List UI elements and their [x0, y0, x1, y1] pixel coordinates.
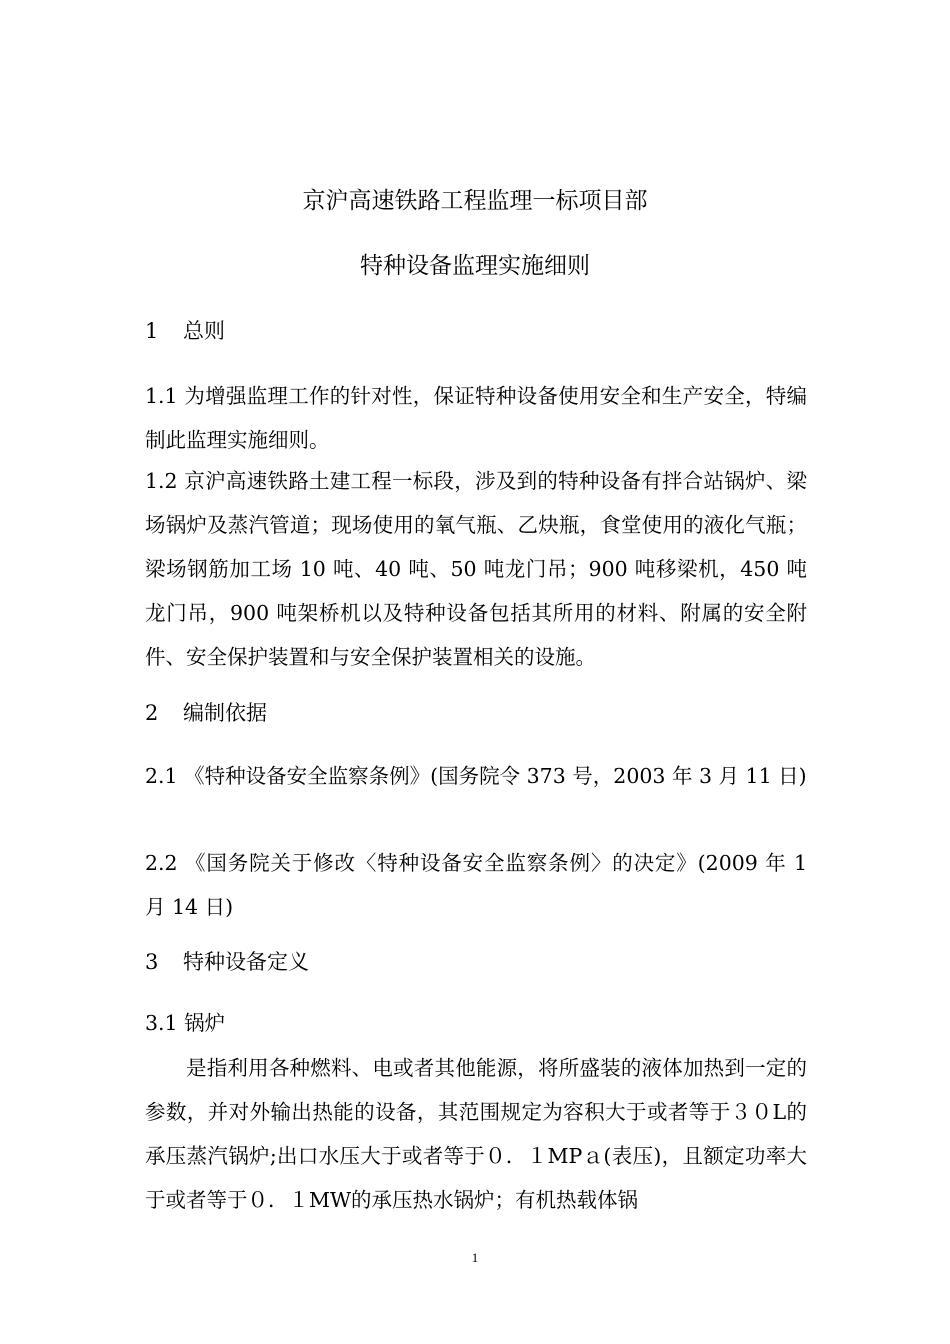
- document-title-line1: 京沪高速铁路工程监理一标项目部: [302, 188, 648, 214]
- section-2-heading: [145, 698, 267, 728]
- paragraph-1-2: 1.2 京沪高速铁路土建工程一标段，涉及到的特种设备有拌合站锅炉、梁场锅炉及蒸汽管道；现场使用的氧气瓶、乙炔瓶，食堂使用的液化气瓶；梁场钢筋加工场 10 吨、40 吨、50 吨龙门吊；900 吨移梁机，450 吨龙门吊，900 吨架桥机以及特种设备包括其所用的材料、附属的安全附件、安全保护装置和与安全保护装置相关的设施。: [145, 469, 807, 669]
- section-1-heading: [145, 316, 225, 346]
- paragraph-1-1: 1.1 为增强监理工作的针对性，保证特种设备使用安全和生产安全，特编制此监理实施细则。: [145, 384, 807, 452]
- section-3-number: 3: [145, 950, 159, 974]
- subsection-3-1-heading: 3.1 锅炉: [145, 1011, 226, 1035]
- paragraph-2-1: 2.1 《特种设备安全监察条例》(国务院令 373 号，2003 年 3 月 11 日): [145, 764, 807, 788]
- section-3-heading: [145, 947, 309, 977]
- section-1-title: 总则: [183, 319, 225, 343]
- section-2-number: 2: [145, 701, 159, 725]
- paragraph-3-1: 是指利用各种燃料、电或者其他能源，将所盛装的液体加热到一定的参数，并对外输出热能的设备，其范围规定为容积大于或者等于３０L的承压蒸汽锅炉;出口水压大于或者等于０．１MPａ(表压)，且额定功率大于或者等于０．１MW的承压热水锅炉；有机热载体锅: [145, 1056, 807, 1212]
- section-2-title: 编制依据: [183, 701, 267, 725]
- section-1-number: 1: [145, 319, 159, 343]
- page-number: 1: [471, 1250, 479, 1265]
- document-title-line2: 特种设备监理实施细则: [360, 253, 590, 279]
- section-3-title: 特种设备定义: [183, 950, 309, 974]
- paragraph-2-2: 2.2 《国务院关于修改〈特种设备安全监察条例〉的决定》(2009 年 1 月 14 日): [145, 851, 807, 919]
